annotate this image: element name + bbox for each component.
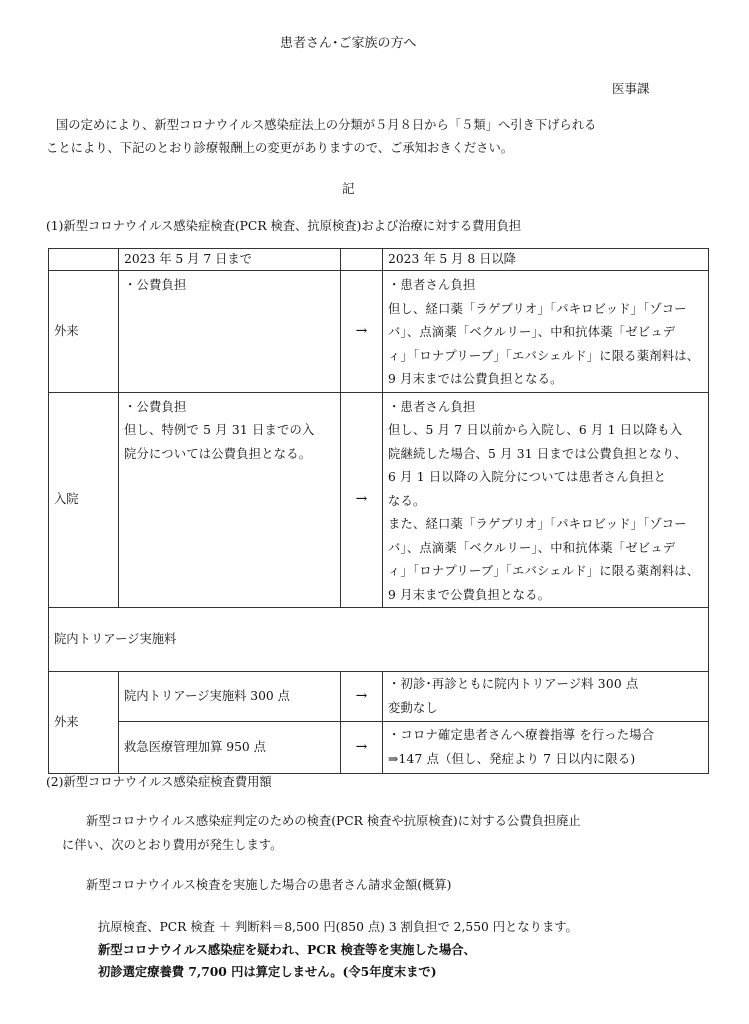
after-line: バ」、点滴薬「ベクルリー」、中和抗体薬「ゼビュデ	[388, 325, 676, 339]
intro-line-1: 国の定めにより、新型コロナウイルス感染症法上の分類が５月８日から「５類」へ引き下げられる	[56, 118, 597, 132]
triage-item: 院内トリアージ実施料 300 点	[119, 672, 341, 722]
result-line: 変動なし	[388, 700, 438, 715]
arrow-icon: →	[341, 271, 383, 393]
section2-heading: (2)新型コロナウイルス感染症検査費用額	[46, 775, 272, 789]
intro-line-2: ことにより、下記のとおり診療報酬上の変更がありますので、ご承知おきください。	[46, 141, 514, 155]
before-line: 院分については公費負担となる。	[124, 446, 312, 461]
after-line: ・患者さん負担	[388, 399, 476, 414]
result-line: ・コロナ確定患者さんへ療養指導 を行った場合	[388, 728, 655, 742]
triage-result	[383, 722, 709, 774]
after-cell	[383, 392, 709, 608]
department-name: 医事課	[612, 81, 650, 96]
arrow-icon: →	[341, 722, 383, 774]
after-line: 但し、5 月 7 日以前から入院し、6 月 1 日以降も入	[388, 423, 683, 437]
before-line: ・公費負担	[124, 278, 187, 292]
triage-row	[49, 672, 709, 722]
cost-burden-table	[48, 248, 709, 774]
page-title: 患者さん･ご家族の方へ	[280, 36, 417, 51]
arrow-icon: →	[341, 672, 383, 722]
result-line: ⇒147 点（但し、発症より 7 日以内に限る)	[388, 751, 636, 766]
row-label: 入院	[49, 392, 119, 608]
after-line: 但し、経口薬「ラゲブリオ」「パキロビッド」「ゾコー	[388, 301, 687, 316]
after-line: また、経口薬「ラゲブリオ」「パキロビッド」「ゾコー	[388, 517, 687, 531]
before-line: ・公費負担	[124, 399, 187, 414]
after-line: 6 月 1 日以降の入院分については患者さん負担と	[388, 470, 667, 484]
table-header-row	[49, 249, 709, 271]
triage-item: 救急医療管理加算 950 点	[119, 722, 341, 774]
section1-heading: (1)新型コロナウイルス感染症検査(PCR 検査、抗原検査)および治療に対する費用負担	[46, 219, 522, 233]
triage-label: 外来	[49, 672, 119, 774]
triage-result	[383, 672, 709, 722]
arrow-icon: →	[341, 392, 383, 608]
estimate-line: 抗原検査、PCR 検査 ＋ 判断料＝8,500 円(850 点) 3 割負担で 2,550 円となります。	[98, 920, 578, 934]
before-cell	[119, 392, 341, 608]
section2-para-line-2: に伴い、次のとおり費用が発生します。	[62, 838, 283, 852]
after-line: 9 月末までは公費負担となる。	[388, 372, 563, 386]
notice-bold-line-1: 新型コロナウイルス感染症を疑われ、PCR 検査等を実施した場合、	[98, 942, 476, 957]
result-line: ・初診･再診ともに院内トリアージ料 300 点	[388, 677, 639, 691]
ki-heading: 記	[342, 181, 355, 196]
before-line: 但し、特例で 5 月 31 日までの入	[124, 423, 315, 437]
estimate-title: 新型コロナウイルス検査を実施した場合の患者さん請求金額(概算)	[86, 878, 452, 892]
after-line: 9 月末まで公費負担となる。	[388, 587, 551, 602]
section2-para-line-1: 新型コロナウイルス感染症判定のための検査(PCR 検査や抗原検査)に対する公費負担廃止	[86, 814, 581, 828]
header-after: 2023 年 5 月 8 日以降	[383, 249, 709, 271]
after-cell	[383, 271, 709, 393]
triage-title: 院内トリアージ実施料	[49, 608, 709, 672]
outpatient-row	[49, 271, 709, 393]
emergency-row	[49, 722, 709, 774]
row-label: 外来	[49, 271, 119, 393]
header-empty-cell	[49, 249, 119, 271]
notice-bold-line-2: 初診選定療養費 7,700 円は算定しません。(令5年度末まで)	[98, 964, 437, 979]
after-line: ィ」「ロナプリーブ」「エバシェルド」に限る薬剤料は、	[388, 564, 700, 578]
triage-title-row	[49, 608, 709, 672]
after-line: ィ」「ロナプリーブ」「エバシェルド」に限る薬剤料は、	[388, 348, 700, 363]
after-line: なる。	[388, 493, 426, 508]
inpatient-row	[49, 392, 709, 608]
after-line: 院継続した場合、5 月 31 日までは公費負担となり、	[388, 446, 687, 461]
after-line: ・患者さん負担	[388, 278, 476, 292]
header-arrow-empty	[341, 249, 383, 271]
before-cell	[119, 271, 341, 393]
after-line: バ」、点滴薬「ベクルリー」、中和抗体薬「ゼビュデ	[388, 540, 676, 555]
header-before: 2023 年 5 月 7 日まで	[119, 249, 341, 271]
